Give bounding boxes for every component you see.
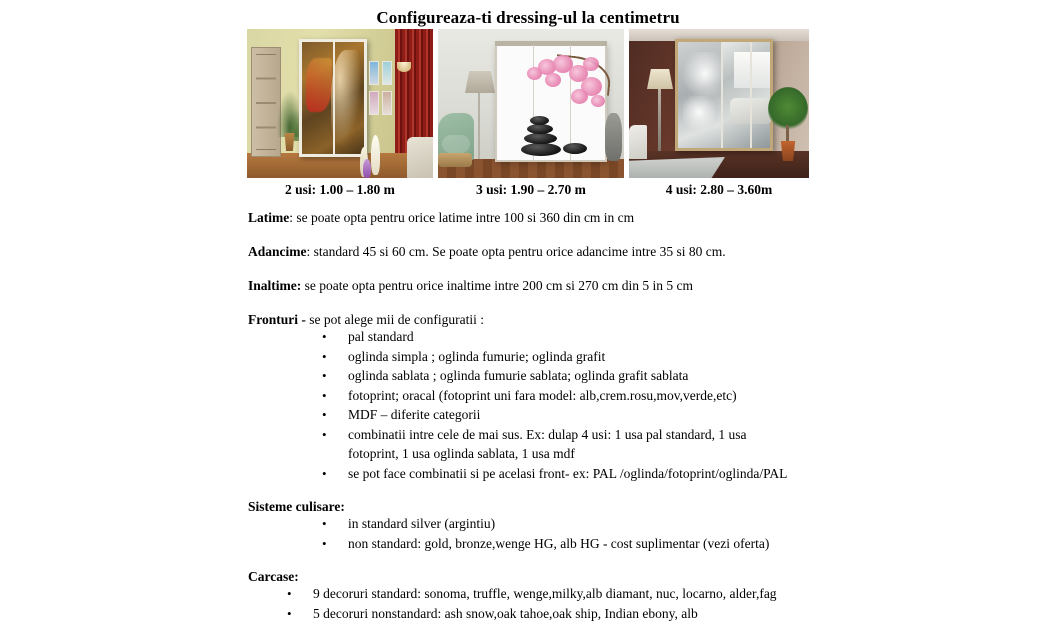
caption-3-doors: 3 usi: 1.90 – 2.70 m	[476, 182, 586, 197]
zen-stone	[524, 133, 557, 144]
list-item: • MDF – diferite categorii	[322, 405, 792, 425]
list-item: • fotoprint; oracal (fotoprint uni fara model: alb,crem.rosu,mov,verde,etc)	[322, 386, 792, 406]
caption-4-doors: 4 usi: 2.80 – 3.60m	[665, 182, 773, 197]
spec-latime-separator: :	[289, 210, 297, 225]
list-item: • non standard: gold, bronze,wenge HG, alb HG - cost suplimentar (vezi oferta)	[322, 534, 792, 554]
list-item: • se pot face combinatii si pe acelasi front- ex: PAL /oglinda/fotoprint/oglinda/PAL	[322, 464, 792, 484]
section-fronturi-heading	[248, 312, 848, 327]
wardrobe-gallery	[247, 29, 809, 178]
section-sisteme-culisare	[248, 499, 848, 553]
lamp-shade	[465, 71, 495, 93]
spec-latime-text: se poate opta pentru orice latime intre 100 si 360 din cm in cm	[296, 210, 635, 225]
page-title: Configureaza-ti dressing-ul la centimetru	[376, 8, 680, 27]
spec-adancime-label: Adancime	[248, 244, 307, 259]
zen-stone	[521, 143, 561, 156]
wardrobe-2-doors	[299, 39, 367, 157]
lamp-shade-purple	[363, 159, 371, 178]
spec-inaltime	[248, 278, 848, 293]
spacer	[248, 553, 848, 569]
orchid-fotoprint	[525, 51, 609, 107]
zen-stone	[530, 116, 549, 125]
wardrobe-photo-4-doors	[629, 29, 809, 178]
wardrobe-photo-3-doors	[438, 29, 624, 178]
lamp-shade	[647, 69, 673, 89]
section-carcase-heading: Carcase:	[248, 569, 299, 584]
list-item: • oglinda sablata ; oglinda fumurie sablata; oglinda grafit sablata	[322, 366, 792, 386]
sofa	[407, 137, 433, 178]
door-seam	[750, 42, 752, 148]
section-fronturi	[248, 312, 848, 483]
document-body	[248, 210, 848, 623]
orchid-petal	[571, 89, 588, 104]
spec-inaltime-label: Inaltime:	[248, 278, 302, 293]
sandblasted-lion-motif	[683, 96, 715, 136]
list-item: • 5 decoruri nonstandard: ash snow,oak tahoe,oak ship, Indian ebony, alb	[287, 604, 807, 624]
lamp-shade	[371, 135, 380, 175]
section-fronturi-heading-suffix: se pot alege mii de configuratii :	[305, 312, 484, 327]
gallery-captions	[247, 180, 809, 200]
door-seam	[721, 42, 723, 148]
spacer	[248, 483, 848, 499]
door-seam	[333, 42, 335, 154]
decorative-floor-lamps	[359, 135, 389, 178]
orchid-petal	[583, 57, 599, 71]
spec-adancime-text: standard 45 si 60 cm. Se poate opta pentru orice adancime intre 35 si 80 cm.	[313, 244, 726, 259]
list-item: • in standard silver (argintiu)	[322, 514, 792, 534]
picture-frame	[382, 61, 392, 85]
carcase-list	[287, 584, 807, 623]
list-item: • pal standard	[322, 327, 792, 347]
armchair	[629, 125, 647, 159]
floor-vase	[605, 113, 622, 161]
wardrobe-3-doors	[495, 43, 607, 162]
list-item: • combinatii intre cele de mai sus. Ex: dulap 4 usi: 1 usa pal standard, 1 usa fotoprint, 1 usa oglinda sablata, 1 usa mdf	[322, 425, 792, 464]
section-fronturi-heading-label: Fronturi -	[248, 312, 306, 327]
lamp-pole	[478, 93, 480, 159]
zen-stone-single	[563, 143, 587, 154]
picture-frame	[369, 91, 379, 115]
zen-stone	[527, 124, 553, 134]
spec-adancime-separator: :	[306, 244, 314, 259]
lamp-pole	[658, 89, 661, 151]
mirror-reflection-window	[734, 52, 770, 88]
wardrobe-photo-2-doors	[247, 29, 433, 178]
fronturi-list	[322, 327, 792, 483]
fotoprint-accent-red	[306, 58, 332, 112]
wall-picture-frames	[369, 61, 393, 117]
spec-latime-label: Latime	[248, 210, 290, 225]
orchid-petal	[545, 73, 561, 87]
picture-frame	[369, 61, 379, 85]
zen-stones	[519, 113, 563, 157]
wardrobe-4-doors	[675, 39, 773, 151]
wardrobe-top-panel	[495, 41, 607, 46]
spec-latime	[248, 210, 848, 225]
sandblasted-tree-motif	[681, 52, 721, 100]
picture-frame	[382, 91, 392, 115]
orchid-petal	[591, 95, 605, 107]
list-item: • oglinda simpla ; oglinda fumurie; oglinda grafit	[322, 347, 792, 367]
spec-inaltime-text: se poate opta pentru orice inaltime intre 200 cm si 270 cm din 5 in 5 cm	[304, 278, 694, 293]
wall-sconce-lamp	[397, 62, 411, 72]
side-table	[438, 153, 472, 167]
section-carcase	[248, 569, 848, 623]
sisteme-culisare-list	[322, 514, 792, 553]
list-item: • 9 decoruri standard: sonoma, truffle, wenge,milky,alb diamant, nuc, locarno, alder,fag	[287, 584, 807, 604]
spec-adancime	[248, 244, 848, 259]
section-sisteme-culisare-heading: Sisteme culisare:	[248, 499, 345, 514]
caption-2-doors: 2 usi: 1.00 – 1.80 m	[285, 182, 395, 197]
